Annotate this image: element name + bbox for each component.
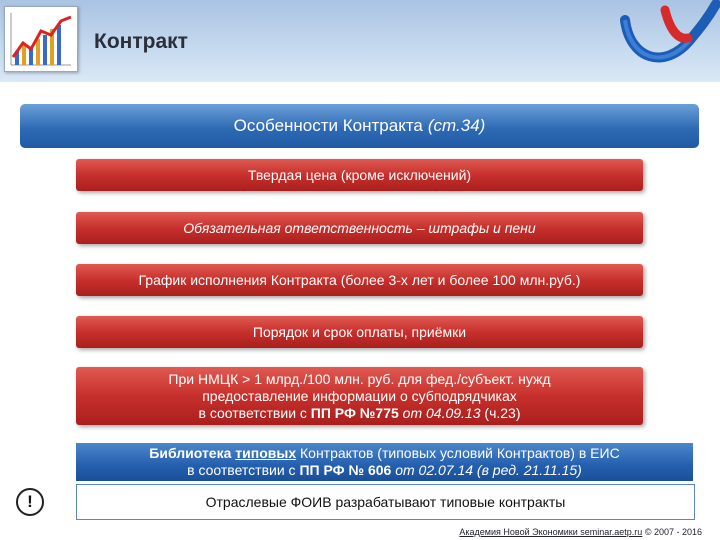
- brand-swoosh-logo: [570, 0, 720, 82]
- nmck-prefix: в соответствии с: [198, 404, 311, 421]
- nmck-date: от 04.09.13: [402, 404, 481, 421]
- item-label: Твердая цена (кроме исключений): [247, 167, 472, 183]
- library-typical: типовых: [235, 445, 297, 461]
- exclamation-icon: !: [16, 488, 44, 516]
- item-fixed-price: [76, 159, 643, 191]
- item-label: График исполнения Контракта (более 3-х лет и более 100 млн.руб.): [138, 272, 581, 288]
- nmck-suffix: (ч.23): [480, 404, 521, 421]
- nmck-line-2: предоставление информации о субподрядчиках: [202, 387, 517, 404]
- features-banner: [20, 104, 699, 148]
- item-liability: [76, 212, 643, 244]
- library-label: Библиотека: [149, 445, 236, 461]
- library-line-1: [149, 445, 619, 462]
- notice-text: Отраслевые ФОИВ разрабатывают типовые контракты: [205, 494, 566, 510]
- item-label: Порядок и срок оплаты, приёмки: [252, 324, 467, 340]
- header-bar: [0, 0, 720, 82]
- library-line-2: [187, 462, 582, 479]
- library-rest: Контрактов (типовых условий Контрактов) в ЕИС: [296, 445, 620, 461]
- page-title: Контракт: [94, 30, 188, 53]
- nmck-line-1: При НМЦК > 1 млрд./100 млн. руб. для фед./субъект. нужд: [168, 370, 551, 387]
- nmck-line-3: [199, 405, 521, 422]
- nmck-doc: ПП РФ №775: [310, 404, 399, 421]
- item-schedule: [76, 264, 643, 296]
- library-box: [76, 443, 693, 481]
- growth-chart-logo: [4, 6, 78, 72]
- notice-box: [76, 484, 695, 520]
- banner-text: Особенности Контракта: [233, 116, 423, 135]
- item-payment: [76, 316, 643, 348]
- footer-link[interactable]: Академия Новой Экономики seminar.aetp.ru: [459, 527, 643, 537]
- library-doc: ПП РФ № 606: [299, 462, 392, 478]
- item-subcontractors: [76, 367, 643, 425]
- footer-credits: [459, 527, 702, 537]
- banner-article-ref: (ст.34): [427, 116, 486, 135]
- item-label: Обязательная ответственность – штрафы и пени: [183, 220, 536, 236]
- library-date: от 02.07.14 (в ред. 21.11.15): [395, 462, 582, 478]
- footer-copyright: © 2007 - 2016: [642, 527, 702, 537]
- library-prefix: в соответствии с: [187, 462, 300, 478]
